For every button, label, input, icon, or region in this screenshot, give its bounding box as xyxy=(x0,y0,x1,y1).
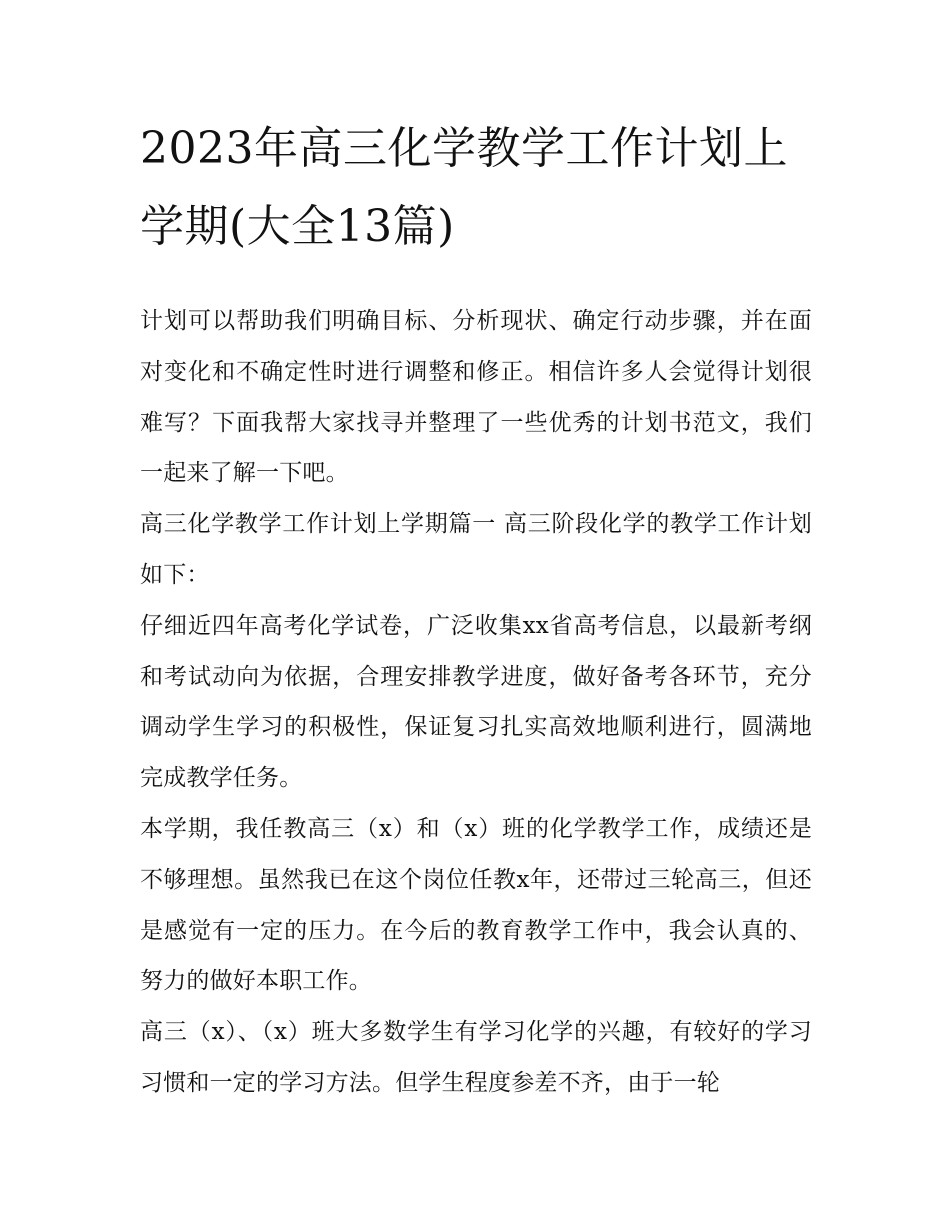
body-paragraph-2: 本学期，我任教高三（x）和（x）班的化学教学工作，成绩还是不够理想。虽然我已在这个岗位任教x年，还带过三轮高三，但还是感觉有一定的压力。在今后的教育教学工作中，我会认真的、努力的做好本职工作。 xyxy=(140,815,812,995)
body-paragraph-3: 高三（x）、（x）班大多数学生有学习化学的兴趣，有较好的学习习惯和一定的学习方法。但学生程度参差不齐，由于一轮 xyxy=(140,1019,812,1096)
intro-paragraph: 计划可以帮助我们明确目标、分析现状、确定行动步骤，并在面对变化和不确定性时进行调整和修正。相信许多人会觉得计划很难写？下面我帮大家找寻并整理了一些优秀的计划书范文，我们一起来了解一下吧。 xyxy=(140,308,812,487)
document-title: 2023年高三化学教学工作计划上学期(大全13篇) xyxy=(140,123,788,252)
section-heading-paragraph: 高三化学教学工作计划上学期篇一 高三阶段化学的教学工作计划如下： xyxy=(140,511,812,588)
body-paragraph-1: 仔细近四年高考化学试卷，广泛收集xx省高考信息，以最新考纲和考试动向为依据，合理安排教学进度，做好备考各环节，充分调动学生学习的积极性，保证复习扎实高效地顺利进行，圆满地完成教学任务。 xyxy=(140,612,812,792)
